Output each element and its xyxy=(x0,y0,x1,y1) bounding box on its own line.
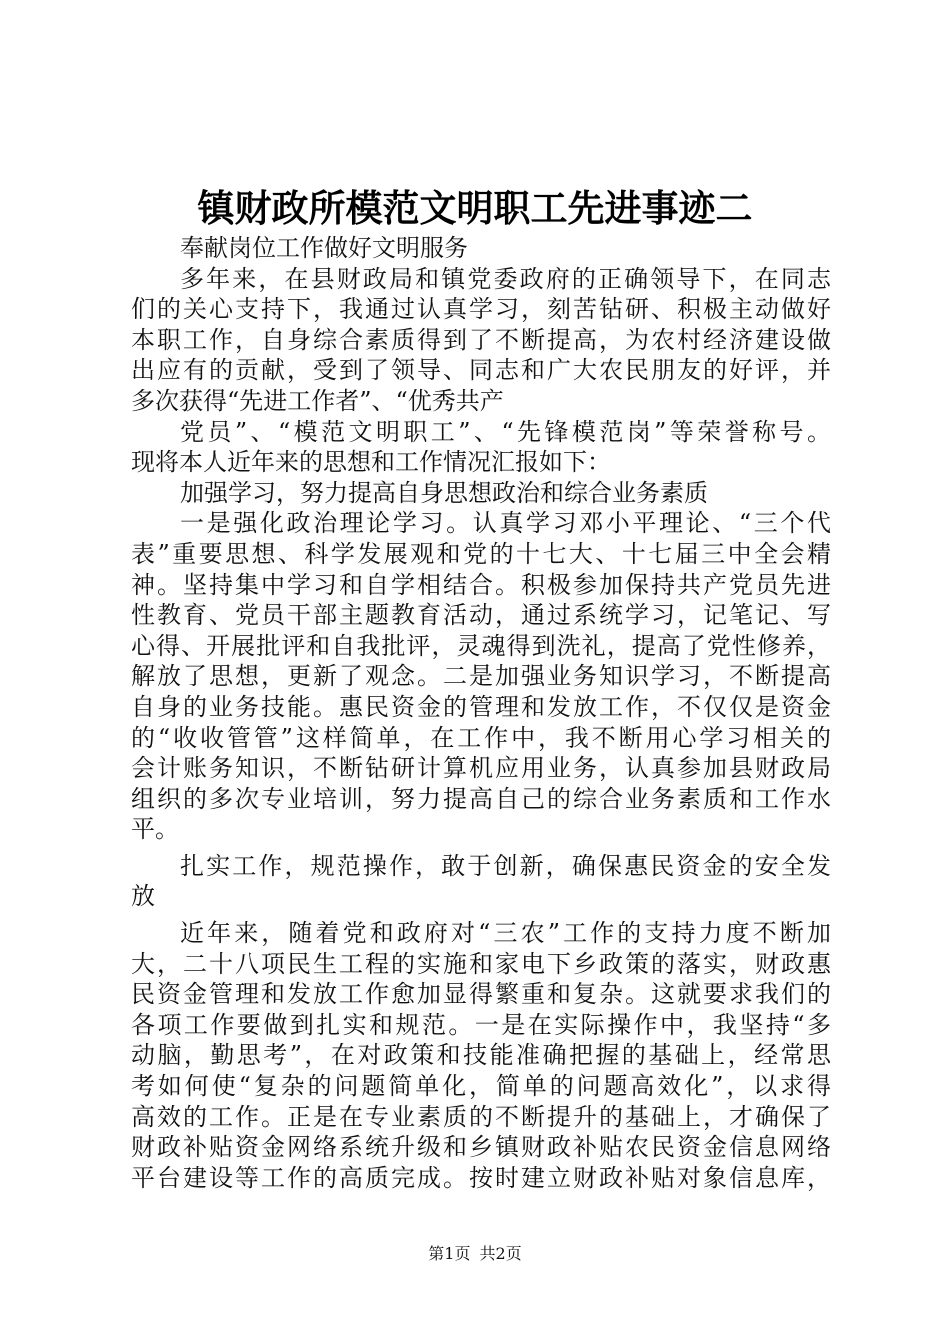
body-line: 神。坚持集中学习和自学相结合。积极参加保持共产党员先进 xyxy=(131,570,831,599)
body-line: 们的关心支持下，我通过认真学习，刻苦钻研、积极主动做好 xyxy=(131,295,831,324)
page-number: 第1页 xyxy=(428,1244,471,1263)
body-line: 加强学习，努力提高自身思想政治和综合业务素质 xyxy=(180,478,708,507)
body-line: 平。 xyxy=(131,815,179,844)
body-line: 放 xyxy=(131,882,155,911)
body-line: 本职工作，自身综合素质得到了不断提高，为农村经济建设做 xyxy=(131,325,831,354)
page-footer xyxy=(0,1244,950,1264)
body-line: 多次获得“先进工作者”、“优秀共产 xyxy=(131,386,504,415)
body-line: 平台建设等工作的高质完成。按时建立财政补贴对象信息库， xyxy=(131,1163,831,1192)
body-line: 扎实工作，规范操作，敢于创新，确保惠民资金的安全发 xyxy=(180,851,831,880)
body-line: 表”重要思想、科学发展观和党的十七大、十七届三中全会精 xyxy=(131,539,831,568)
body-line: 多年来，在县财政局和镇党委政府的正确领导下，在同志 xyxy=(180,264,831,293)
body-line: 动脑，勤思考”，在对政策和技能准确把握的基础上，经常思 xyxy=(131,1041,831,1070)
body-line: 解放了思想，更新了观念。二是加强业务知识学习，不断提高 xyxy=(131,662,831,691)
body-line: 奉献岗位工作做好文明服务 xyxy=(180,234,468,262)
body-line: 考如何使“复杂的问题简单化，简单的问题高效化”，以求得 xyxy=(131,1072,831,1101)
body-line: 现将本人近年来的思想和工作情况汇报如下： xyxy=(131,448,611,477)
body-line: 心得、开展批评和自我批评，灵魂得到洗礼，提高了党性修养， xyxy=(131,631,831,660)
body-line: 财政补贴资金网络系统升级和乡镇财政补贴农民资金信息网络 xyxy=(131,1133,831,1162)
body-line: 组织的多次专业培训，努力提高自己的综合业务素质和工作水 xyxy=(131,784,831,813)
body-line: 的“收收管管”这样简单，在工作中，我不断用心学习相关的 xyxy=(131,723,831,752)
body-line: 近年来，随着党和政府对“三农”工作的支持力度不断加 xyxy=(180,919,831,948)
page-total: 共2页 xyxy=(479,1244,522,1263)
body-line: 一是强化政治理论学习。认真学习邓小平理论、“三个代 xyxy=(180,509,831,538)
body-line: 高效的工作。正是在专业素质的不断提升的基础上，才确保了 xyxy=(131,1102,831,1131)
body-line: 出应有的贡献，受到了领导、同志和广大农民朋友的好评，并 xyxy=(131,356,831,385)
document-title: 镇财政所模范文明职工先进事迹二 xyxy=(197,186,753,230)
body-line: 会计账务知识，不断钻研计算机应用业务，认真参加县财政局 xyxy=(131,754,831,783)
body-line: 性教育、党员干部主题教育活动，通过系统学习，记笔记、写 xyxy=(131,601,831,630)
body-line: 各项工作要做到扎实和规范。一是在实际操作中，我坚持“多 xyxy=(131,1010,831,1039)
body-line: 自身的业务技能。惠民资金的管理和发放工作，不仅仅是资金 xyxy=(131,692,831,721)
document-body xyxy=(131,233,831,1193)
body-line: 大，二十八项民生工程的实施和家电下乡政策的落实，财政惠 xyxy=(131,949,831,978)
body-line: 民资金管理和发放工作愈加显得繁重和复杂。这就要求我们的 xyxy=(131,980,831,1009)
body-line: 党员”、“模范文明职工”、“先锋模范岗”等荣誉称号。 xyxy=(180,417,831,446)
